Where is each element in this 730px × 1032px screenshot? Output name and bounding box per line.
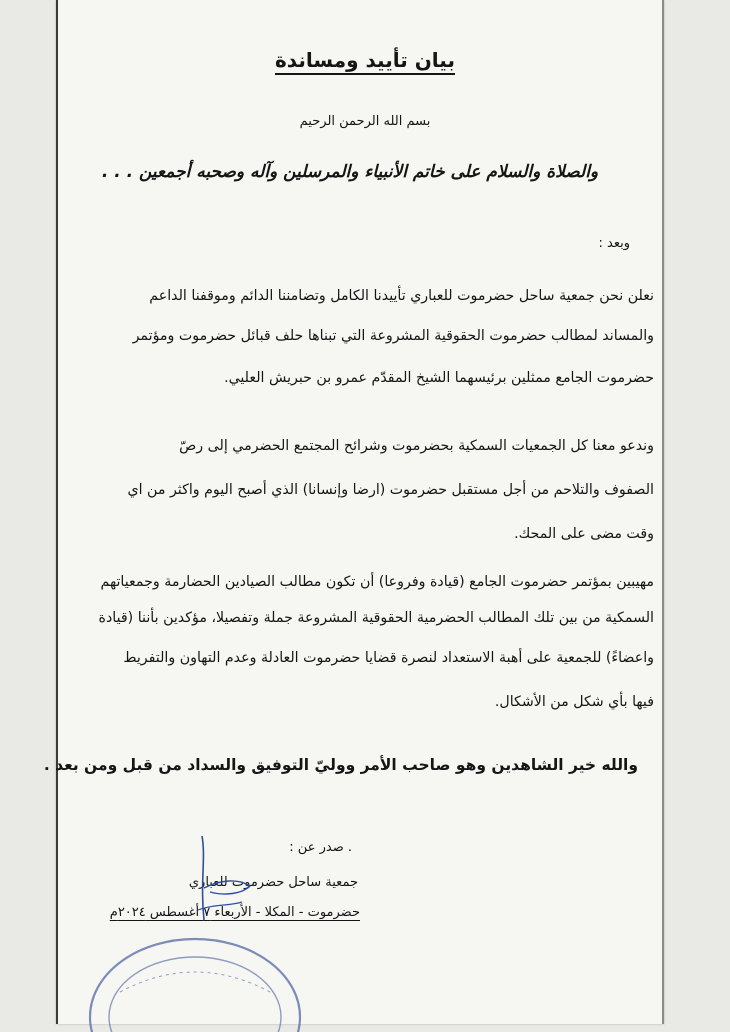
signature-mark — [180, 828, 280, 928]
closing-statement: والله خير الشاهدين وهو صاحب الأمر ووليّ التوفيق والسداد من قبل ومن بعد . — [43, 756, 638, 774]
amma-baad: وبعد : — [598, 236, 630, 251]
document-title: بيان تأييد ومساندة — [275, 48, 455, 72]
paragraph-line: وندعو معنا كل الجمعيات السمكية بحضرموت وشرائح المجتمع الحضرمي إلى رصّ — [179, 438, 654, 454]
paragraph-line: نعلن نحن جمعية ساحل حضرموت للعباري تأييدنا الكامل وتضامننا الدائم وموقفنا الداعم — [149, 288, 654, 304]
issued-by-label: . صدر عن : — [289, 840, 352, 855]
paragraph-line: الصفوف والتلاحم من أجل مستقبل حضرموت (ارضا وإنسانا) الذي أصبح اليوم واكثر من اي — [127, 482, 654, 498]
paragraph-line: السمكية من بين تلك المطالب الحضرمية الحقوقية المشروعة جملة وتفصيلا، مؤكدين بأننا (قيادة — [98, 610, 654, 626]
salawat-line: والصلاة والسلام على خاتم الأنبياء والمرسلين وآله وصحبه أجمعين . . . — [101, 162, 599, 182]
official-stamp — [80, 922, 310, 1032]
paragraph-line: فيها بأي شكل من الأشكال. — [494, 694, 654, 710]
paragraph-line: والمساند لمطالب حضرموت الحقوقية المشروعة التي تبناها حلف قبائل حضرموت ومؤتمر — [132, 328, 654, 344]
basmala: بسم الله الرحمن الرحيم — [299, 114, 431, 129]
paragraph-line: حضرموت الجامع ممثلين برئيسهما الشيخ المقدّم عمرو بن حبريش العليي. — [224, 370, 654, 386]
signer-organization: جمعية ساحل حضرموت للعباري — [188, 875, 358, 890]
paragraph-line: واعضاءً) للجمعية على أهبة الاستعداد لنصرة قضايا حضرموت العادلة وعدم التهاون والتفريط — [123, 650, 654, 666]
paragraph-line: مهيبين بمؤتمر حضرموت الجامع (قيادة وفروعا) أن تكون مطالب الصيادين الحضارمة وجمعياتهم — [100, 574, 654, 590]
document-page — [56, 0, 664, 1024]
paragraph-line: وقت مضى على المحك. — [514, 526, 654, 542]
place-date: حضرموت - المكلا - الأربعاء ٧ أغسطس ٢٠٢٤م — [109, 905, 360, 920]
